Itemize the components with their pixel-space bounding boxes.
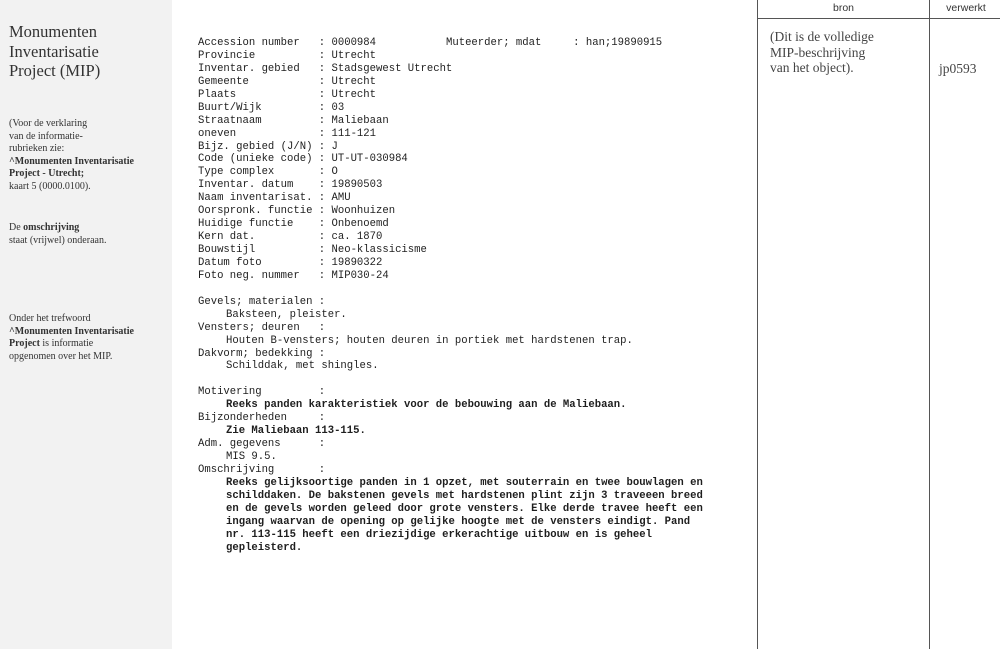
bron-line: (Dit is de volledige — [770, 29, 874, 44]
note-text: opgenomen over het MIP. — [9, 350, 113, 362]
field-row: Bouwstijl : Neo-klassicisme — [198, 244, 427, 256]
field-row: Type complex : O — [198, 166, 338, 179]
field-row: Inventar. datum : 19890503 — [198, 179, 383, 192]
field-row: Oorspronk. functie : Woonhuizen — [198, 205, 396, 218]
column-header-bron: bron — [758, 0, 929, 19]
field-row: Buurt/Wijk : 03 — [198, 101, 345, 114]
gevels-label: Gevels; materialen : — [198, 295, 326, 308]
field-row: Bijz. gebied (J/N) : J — [198, 140, 338, 153]
note-text: staat (vrijwel) onderaan. — [9, 234, 107, 246]
field-row: Accession number : 0000984 — [198, 37, 377, 49]
bijzonderheden-value: Zie Maliebaan 113-115. — [226, 425, 366, 438]
note-line — [9, 338, 169, 351]
omschrijving-line: gepleisterd. — [226, 541, 303, 554]
verwerkt-value: jp0593 — [939, 61, 977, 76]
field-row: Naam inventarisat. : AMU — [198, 192, 351, 205]
note-emphasis: omschrijving — [23, 222, 80, 233]
field-row: oneven : 111-121 — [198, 127, 377, 140]
note-reference-link[interactable]: Project - Utrecht; — [9, 168, 85, 180]
note-reference-link[interactable]: ^Monumenten Inventarisatie — [9, 325, 134, 337]
field-row: Datum foto : 19890322 — [198, 256, 383, 269]
muteerder-field: Muteerder; mdat : han;19890915 — [446, 37, 663, 49]
field-row: Inventar. gebied : Stadsgewest Utrecht — [198, 62, 453, 75]
spacer — [198, 283, 746, 296]
field-row: Gemeente : Utrecht — [198, 75, 377, 88]
omschrijving-label: Omschrijving : — [198, 463, 326, 476]
dakvorm-label: Dakvorm; bedekking : — [198, 347, 326, 360]
note-text: De — [9, 222, 24, 233]
record-body — [198, 37, 746, 555]
title-line: Monumenten — [9, 22, 97, 41]
bron-line: van het object). — [770, 60, 854, 75]
field-row: Provincie : Utrecht — [198, 49, 377, 62]
left-sidebar — [0, 0, 172, 649]
field-row: Straatnaam : Maliebaan — [198, 114, 389, 127]
vensters-value: Houten B-vensters; houten deuren in portiek met hardstenen trap. — [226, 334, 633, 347]
motivering-value: Reeks panden karakteristiek voor de bebouwing aan de Maliebaan. — [226, 399, 627, 412]
omschrijving-text — [198, 477, 746, 555]
field-row: Plaats : Utrecht — [198, 88, 377, 101]
title-line: Project (MIP) — [9, 61, 101, 80]
field-row: Foto neg. nummer : MIP030-24 — [198, 269, 389, 282]
adm-label: Adm. gegevens : — [198, 438, 326, 451]
vensters-label: Vensters; deuren : — [198, 321, 326, 334]
gevels-value: Baksteen, pleister. — [226, 308, 347, 321]
omschrijving-line: nr. 113-115 heeft een driezijdige erkerachtige uitbouw en is geheel — [226, 528, 652, 541]
sidebar-note-description — [9, 222, 169, 247]
bron-note — [770, 29, 925, 76]
note-reference-link[interactable]: ^Monumenten Inventarisatie — [9, 155, 134, 167]
title-line: Inventarisatie — [9, 41, 99, 61]
motivering-label: Motivering : — [198, 386, 326, 399]
sidebar-title — [9, 22, 169, 81]
sidebar-note-keyword — [9, 313, 169, 363]
bron-line: MIP-beschrijving — [770, 44, 866, 60]
omschrijving-line: en de gevels worden geleed door grote vensters. Elke derde travee heeft een — [226, 502, 703, 515]
note-line — [9, 222, 169, 235]
note-text: rubrieken zie: — [9, 143, 65, 155]
note-reference-link[interactable]: Project — [9, 338, 40, 350]
dakvorm-value: Schilddak, met shingles. — [226, 360, 379, 373]
note-text: Onder het trefwoord — [9, 313, 91, 324]
record-fields — [198, 37, 746, 283]
column-divider — [929, 18, 930, 649]
note-text: (Voor de verklaring — [9, 118, 88, 129]
field-row: Code (unieke code) : UT-UT-030984 — [198, 153, 408, 166]
spacer — [198, 373, 746, 386]
bijzonderheden-label: Bijzonderheden : — [198, 412, 326, 425]
adm-value: MIS 9.5. — [226, 451, 277, 463]
column-header-verwerkt: verwerkt — [929, 0, 1000, 19]
field-row: Huidige functie : Onbenoemd — [198, 218, 389, 231]
sidebar-note-explanation — [9, 118, 169, 194]
note-text: is informatie — [39, 338, 94, 350]
note-text: kaart 5 (0000.0100). — [9, 180, 91, 192]
omschrijving-line: Reeks gelijksoortige panden in 1 opzet, met souterrain en twee bouwlagen en — [226, 476, 703, 489]
omschrijving-line: ingang waarvan de opening op gelijke hoogte met de vensters eindigt. Pand — [226, 515, 691, 528]
note-text: van de informatie- — [9, 130, 83, 142]
source-panel — [757, 0, 1000, 649]
omschrijving-line: schilddaken. De bakstenen gevels met hardstenen plint zijn 3 traveeen breed — [226, 489, 703, 502]
field-row: Kern dat. : ca. 1870 — [198, 231, 383, 244]
